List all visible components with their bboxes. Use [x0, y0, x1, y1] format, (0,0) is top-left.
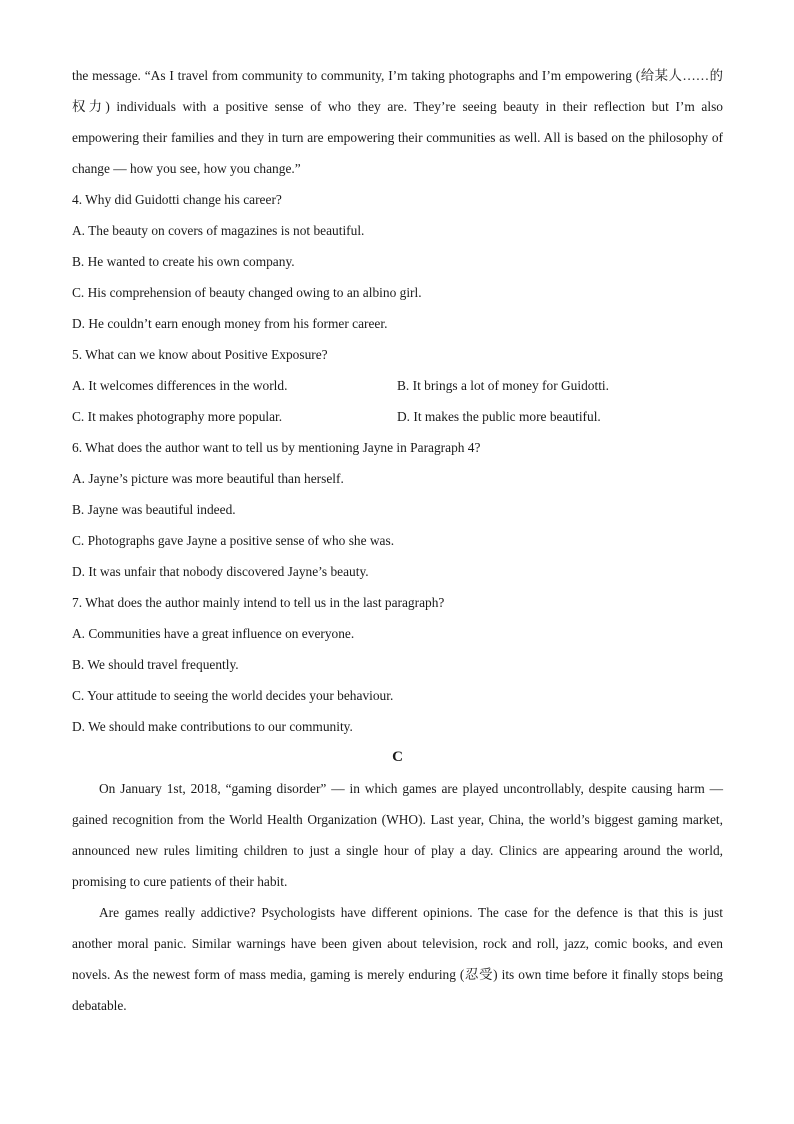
question-5-option-c: C. It makes photography more popular.: [72, 409, 283, 424]
question-5-option-b: B. It brings a lot of money for Guidotti.: [397, 378, 609, 393]
question-6-option-b: B. Jayne was beautiful indeed.: [72, 502, 236, 517]
question-4-option-d: D. He couldn’t earn enough money from his former career.: [72, 316, 388, 331]
section-c-paragraph-2: Are games really addictive? Psychologists have different opinions. The case for the defence is that this is just another moral panic. Similar warnings have been given about television, rock and roll, jazz, comic books, and even novels. As the newest form of mass media, gaming is merely enduring (忍受) its own time before it finally stops being debatable.: [72, 905, 723, 1013]
document-page: [72, 60, 723, 1021]
question-5-option-a: A. It welcomes differences in the world.: [72, 378, 288, 393]
section-c-paragraph-1: On January 1st, 2018, “gaming disorder” — in which games are played uncontrollably, despite causing harm — gained recognition from the World Health Organization (WHO). Last year, China, the world’s biggest gaming market, announced new rules limiting children to just a single hour of play a day. Clinics are appearing around the world, promising to cure patients of their habit.: [72, 781, 723, 889]
question-5-options-row-1: [72, 370, 723, 401]
question-5-option-d: D. It makes the public more beautiful.: [397, 409, 601, 424]
question-7-option-a: A. Communities have a great influence on everyone.: [72, 626, 355, 641]
question-4-option-c: C. His comprehension of beauty changed owing to an albino girl.: [72, 285, 422, 300]
question-7-option-d: D. We should make contributions to our community.: [72, 719, 353, 734]
question-7-stem: 7. What does the author mainly intend to tell us in the last paragraph?: [72, 595, 445, 610]
section-c-heading: C: [392, 749, 403, 765]
question-4-stem: 4. Why did Guidotti change his career?: [72, 192, 282, 207]
question-6-option-a: A. Jayne’s picture was more beautiful than herself.: [72, 471, 344, 486]
question-5-options-row-2: [72, 401, 723, 432]
passage-b-ending: the message. “As I travel from community to community, I’m taking photographs and I’m empowering (给某人……的权力) individuals with a positive sense of who they are. They’re seeing beauty in their reflection but I’m also empowering their families and they in turn are empowering their communities as well. All is based on the philosophy of change — how you see, how you change.”: [72, 68, 723, 176]
question-4-option-b: B. He wanted to create his own company.: [72, 254, 295, 269]
question-6-stem: 6. What does the author want to tell us by mentioning Jayne in Paragraph 4?: [72, 440, 481, 455]
question-6-option-d: D. It was unfair that nobody discovered Jayne’s beauty.: [72, 564, 369, 579]
question-4-option-a: A. The beauty on covers of magazines is not beautiful.: [72, 223, 365, 238]
question-5-stem: 5. What can we know about Positive Exposure?: [72, 347, 328, 362]
question-7-option-c: C. Your attitude to seeing the world decides your behaviour.: [72, 688, 394, 703]
question-6-option-c: C. Photographs gave Jayne a positive sense of who she was.: [72, 533, 395, 548]
question-7-option-b: B. We should travel frequently.: [72, 657, 239, 672]
